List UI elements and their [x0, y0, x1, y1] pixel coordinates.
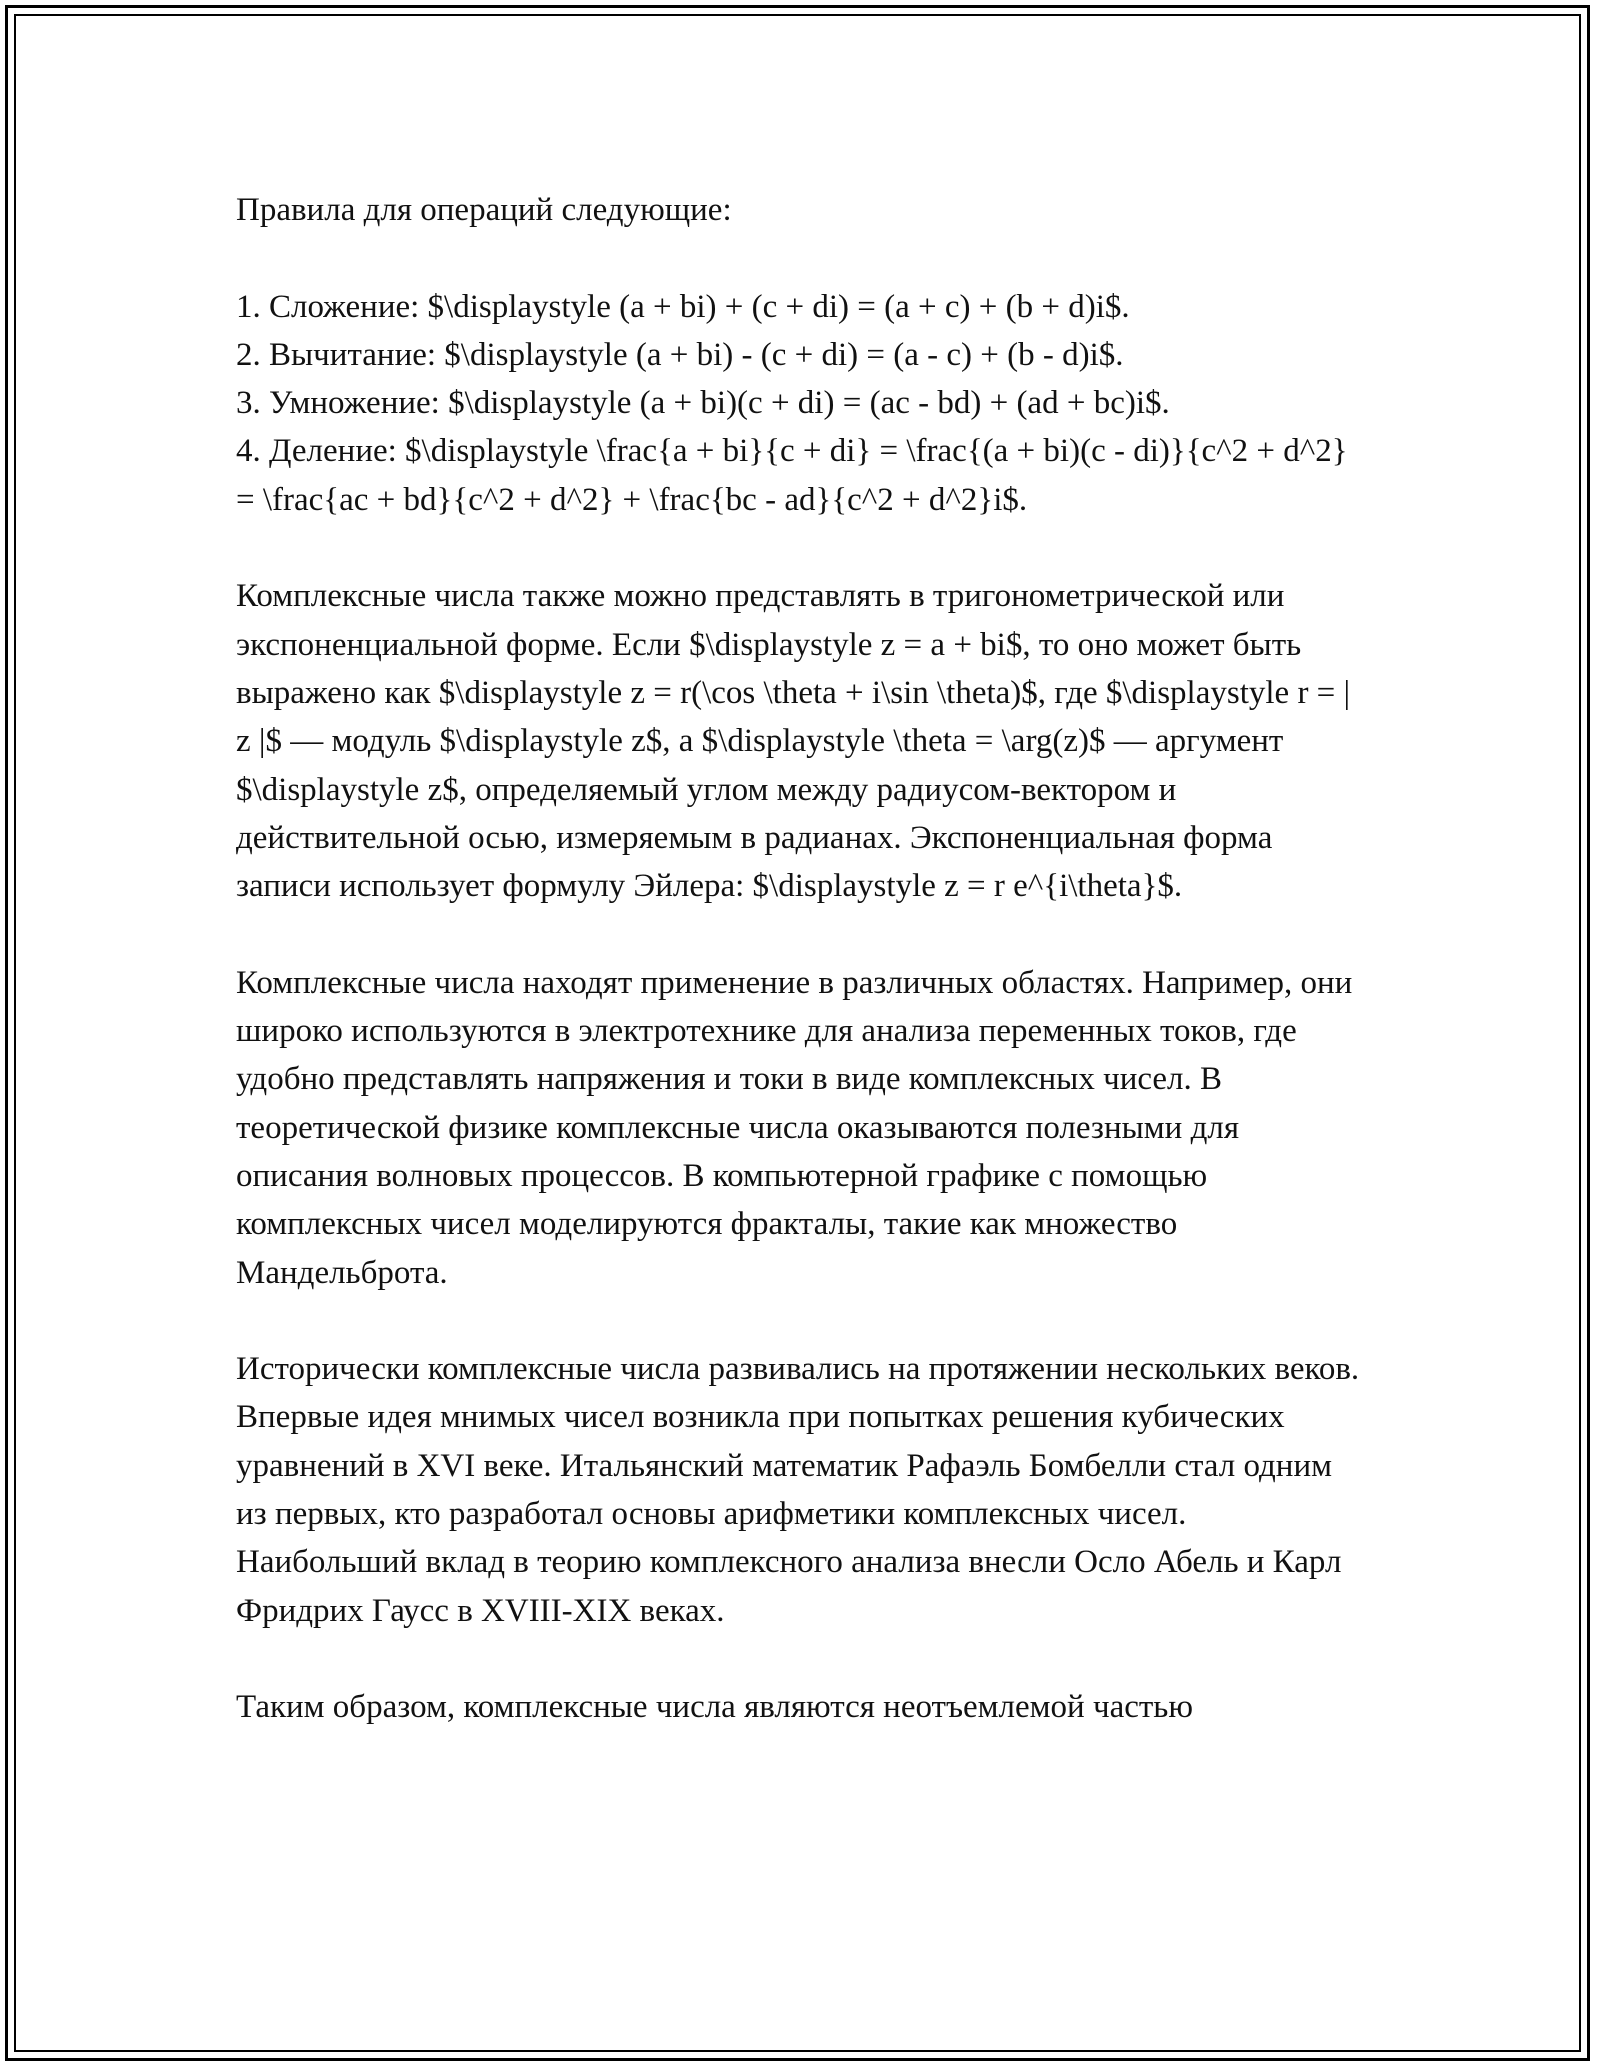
- paragraph-history: Исторически комплексные числа развивались на протяжении нескольких веков. Впервые идея мнимых чисел возникла при попытках решения кубических уравнений в XVI веке. Итальянский математик Рафаэль Бомбелли стал одним из первых, кто разработал основы арифметики комплексных чисел. Наибольший вклад в теорию комплексного анализа внесли Осло Абель и Карл Фридрих Гаусс в XVIII-XIX веках.: [236, 1351, 1360, 1629]
- paragraph-forms: Комплексные числа также можно представлять в тригонометрической или экспоненциальной форме. Если $\displaystyle z = a + bi$, то оно может быть выражено как $\displaystyle z = r(\cos \theta + i\sin \theta)$, где $\displaystyle r = | z |$ — модуль $\displaystyle z$, а $\displaystyle \theta = \arg(z)$ — аргумент $\displaystyle z$, определяемый углом между радиусом-вектором и действительной осью, измеряемым в радианах. Экспоненциальная форма записи использует формулу Эйлера: $\displaystyle z = r e^{i\theta}$.: [236, 578, 1351, 905]
- rule-division: 4. Деление: $\displaystyle \frac{a + bi}{c + di} = \frac{(a + bi)(c - di)}{c^2 + d^2} = \frac{ac + bd}{c^2 + d^2} + \frac{bc - ad}{c^2 + d^2}i$.: [236, 433, 1348, 518]
- document-body: [236, 186, 1366, 1732]
- rule-subtraction: 2. Вычитание: $\displaystyle (a + bi) - (c + di) = (a - c) + (b - d)i$.: [236, 336, 1124, 373]
- rule-addition: 1. Сложение: $\displaystyle (a + bi) + (c + di) = (a + c) + (b + d)i$.: [236, 288, 1130, 325]
- paragraph-conclusion: Таким образом, комплексные числа являются неотъемлемой частью: [236, 1689, 1193, 1726]
- intro-paragraph: Правила для операций следующие:: [236, 192, 732, 228]
- operation-rules-list: [236, 283, 1366, 524]
- paragraph-applications: Комплексные числа находят применение в различных областях. Например, они широко используются в электротехнике для анализа переменных токов, где удобно представлять напряжения и токи в виде комплексных чисел. В теоретической физике комплексные числа оказываются полезными для описания волновых процессов. В компьютерной графике с помощью комплексных чисел моделируются фракталы, такие как множество Мандельброта.: [236, 964, 1353, 1291]
- rule-multiplication: 3. Умножение: $\displaystyle (a + bi)(c + di) = (ac - bd) + (ad + bc)i$.: [236, 385, 1170, 422]
